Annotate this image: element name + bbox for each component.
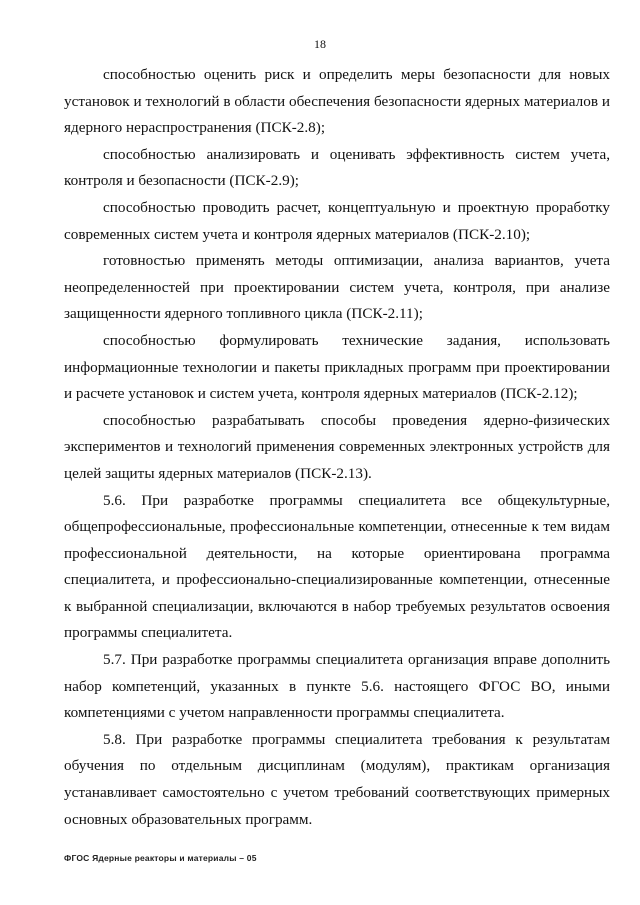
paragraph-psk-2-11: готовностью применять методы оптимизации, анализа вариантов, учета неопределенностей при проектировании систем учета, контроля, при анализе защищенности ядерного топливного цикла (ПСК-2.11); bbox=[64, 252, 610, 323]
paragraph-section-5-7: 5.7. При разработке программы специалитета организация вправе дополнить набор компетенций, указанных в пункте 5.6. настоящего ФГОС ВО, иными компетенциями с учетом направленности программы специалитета. bbox=[64, 651, 610, 722]
paragraph-psk-2-10: способностью проводить расчет, концептуальную и проектную проработку современных систем учета и контроля ядерных материалов (ПСК-2.10); bbox=[64, 198, 610, 243]
page-number: 18 bbox=[314, 37, 326, 51]
paragraph-psk-2-12: способностью формулировать технические задания, использовать информационные технологии и пакеты прикладных программ при проектировании и расчете установок и систем учета, контроля ядерных материалов (ПСК-2.12); bbox=[64, 331, 610, 403]
paragraph-psk-2-13: способностью разрабатывать способы проведения ядерно-физических экспериментов и технологий применения современных электронных устройств для целей защиты ядерных материалов (ПСК-2.13). bbox=[64, 411, 610, 482]
document-body bbox=[64, 62, 610, 833]
paragraph-section-5-8: 5.8. При разработке программы специалитета требования к результатам обучения по отдельным дисциплинам (модулям), практикам организация устанавливает самостоятельно с учетом требований соответствующих примерных основных образовательных программ. bbox=[64, 730, 610, 828]
paragraph-psk-2-9: способностью анализировать и оценивать эффективность систем учета, контроля и безопасности (ПСК-2.9); bbox=[64, 145, 610, 190]
paragraph-section-5-6: 5.6. При разработке программы специалитета все общекультурные, общепрофессиональные, профессиональные компетенции, отнесенные к тем видам профессиональной деятельности, на которые ориентирована программа специалитета, и профессионально-специализированные компетенции, отнесенные к выбранной специализации, включаются в набор требуемых результатов освоения программы специалитета. bbox=[64, 491, 610, 642]
footer-document-code: ФГОС Ядерные реакторы и материалы – 05 bbox=[64, 853, 257, 863]
paragraph-psk-2-8: способностью оценить риск и определить меры безопасности для новых установок и технологий в области обеспечения безопасности ядерных материалов и ядерного нераспространения (ПСК-2.8); bbox=[64, 66, 610, 137]
